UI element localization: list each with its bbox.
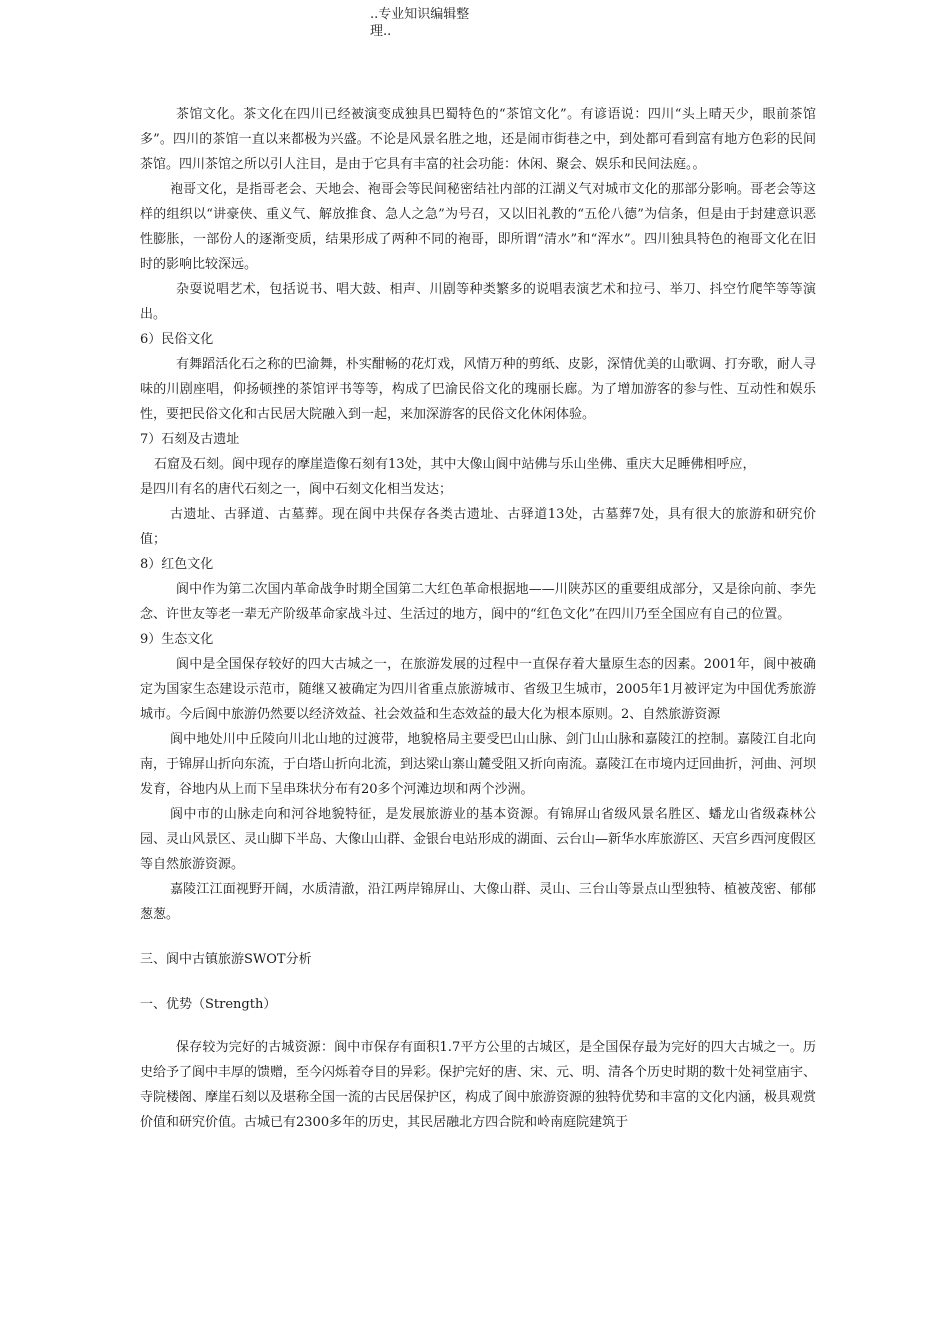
paragraph-teahouse-culture: 茶馆文化。茶文化在四川已经被演变成独具巴蜀特色的“茶馆文化”。有谚语说：四川“头上晴天少，眼前茶馆多”。四川的茶馆一直以来都极为兴盛。不论是风景名胜之地，还是闹市街巷之中，到处都可看到富有地方色彩的民间茶馆。四川茶馆之所以引人注目，是由于它具有丰富的社会功能：休闲、聚会、娱乐和民间法庭。。 <box>140 107 816 172</box>
paragraph-folk-performance: 杂耍说唱艺术，包括说书、唱大鼓、相声、川剧等种类繁多的说唱表演艺术和拉弓、举刀、抖空竹爬竿等等演出。 <box>140 282 816 322</box>
header-line-2: 理.. <box>370 24 392 39</box>
paragraph-folk-culture: 有舞蹈活化石之称的巴渝舞，朴实酣畅的花灯戏，风情万种的剪纸、皮影，深情优美的山歌调、打夯歌，耐人寻味的川剧座唱，仰扬顿挫的茶馆评书等等，构成了巴渝民俗文化的瑰丽长廊。为了增加游客的参与性、互动性和娱乐性，要把民俗文化和古民居大院融入到一起，来加深游客的民俗文化休闲体验。 <box>140 357 816 422</box>
paragraph-red-culture: 阆中作为第二次国内革命战争时期全国第二大红色革命根据地——川陕苏区的重要组成部分，又是徐向前、李先念、许世友等老一辈无产阶级革命家战斗过、生活过的地方，阆中的“红色文化”在四川乃至全国应有自己的位置。 <box>140 582 816 622</box>
page-header <box>370 6 510 40</box>
section-heading-swot: 三、阆中古镇旅游SWOT分析 <box>140 952 312 967</box>
paragraph-paoge-culture: 袍哥文化，是指哥老会、天地会、袍哥会等民间秘密结社内部的江湖义气对城市文化的那部分影响。哥老会等这样的组织以“讲豪侠、重义气、解放推食、急人之急”为号召，又以旧礼教的“五伦八德”为信条，但是由于封建意识恶性膨胀，一部份人的逐渐变质，结果形成了两种不同的袍哥，即所谓“清水”和“浑水”。四川独具特色的袍哥文化在旧时的影响比较深远。 <box>140 182 816 272</box>
section-heading-stone-carvings: 7）石刻及古遗址 <box>140 432 240 447</box>
paragraph-stone-carvings-2: 是四川有名的唐代石刻之一，阆中石刻文化相当发达； <box>140 482 453 497</box>
section-heading-strength: 一、优势（Strength） <box>140 997 277 1012</box>
paragraph-ancient-sites: 古遗址、古驿道、古墓葬。现在阆中共保存各类古遗址、古驿道13处，古墓葬7处，具有很大的旅游和研究价值； <box>140 507 816 547</box>
document-body <box>140 102 816 1135</box>
paragraph-eco-culture: 阆中是全国保存较好的四大古城之一，在旅游发展的过程中一直保存着大量原生态的因素。2001年，阆中被确定为国家生态建设示范市，随继又被确定为四川省重点旅游城市、省级卫生城市，2005年1月被评定为中国优秀旅游城市。今后阆中旅游仍然要以经济效益、社会效益和生态效益的最大化为根本原则。2、自然旅游资源 <box>140 657 816 722</box>
paragraph-jialing-river: 嘉陵江江面视野开阔，水质清澈，沿江两岸锦屏山、大像山群、灵山、三台山等景点山型独特、植被茂密、郁郁葱葱。 <box>140 882 816 922</box>
header-line-1: ..专业知识编辑整 <box>370 7 470 22</box>
paragraph-strength: 保存较为完好的古城资源：阆中市保存有面积1.7平方公里的古城区，是全国保存最为完好的四大古城之一。历史给予了阆中丰厚的馈赠，至今闪烁着夺目的异彩。保护完好的唐、宋、元、明、清各个历史时期的数十处祠堂庙宇、寺院楼阁、摩崖石刻以及堪称全国一流的古民居保护区，构成了阆中旅游资源的独特优势和丰富的文化内涵，极具观赏价值和研究价值。古城已有2300多年的历史，其民居融北方四合院和岭南庭院建筑于 <box>140 1040 817 1130</box>
paragraph-natural-resources: 阆中市的山脉走向和河谷地貌特征，是发展旅游业的基本资源。有锦屏山省级风景名胜区、蟠龙山省级森林公园、灵山风景区、灵山脚下半岛、大像山山群、金银台电站形成的湖面、云台山—新华水库旅游区、天宫乡西河度假区等自然旅游资源。 <box>140 807 817 872</box>
paragraph-stone-carvings-1: 石窟及石刻。阆中现存的摩崖造像石刻有13处，其中大像山阆中站佛与乐山坐佛、重庆大足睡佛相呼应， <box>154 457 756 472</box>
section-heading-folk-culture: 6）民俗文化 <box>140 332 214 347</box>
section-heading-red-culture: 8）红色文化 <box>140 557 214 572</box>
paragraph-geography: 阆中地处川中丘陵向川北山地的过渡带，地貌格局主要受巴山山脉、剑门山山脉和嘉陵江的控制。嘉陵江自北向南，于锦屏山折向东流，于白塔山折向北流，到达梁山寨山麓受阻又折向南流。嘉陵江在市境内迂回曲折，河曲、河坝发育，谷地内从上而下呈串珠状分布有20多个河滩边坝和两个沙洲。 <box>140 732 817 797</box>
section-heading-eco-culture: 9）生态文化 <box>140 632 214 647</box>
